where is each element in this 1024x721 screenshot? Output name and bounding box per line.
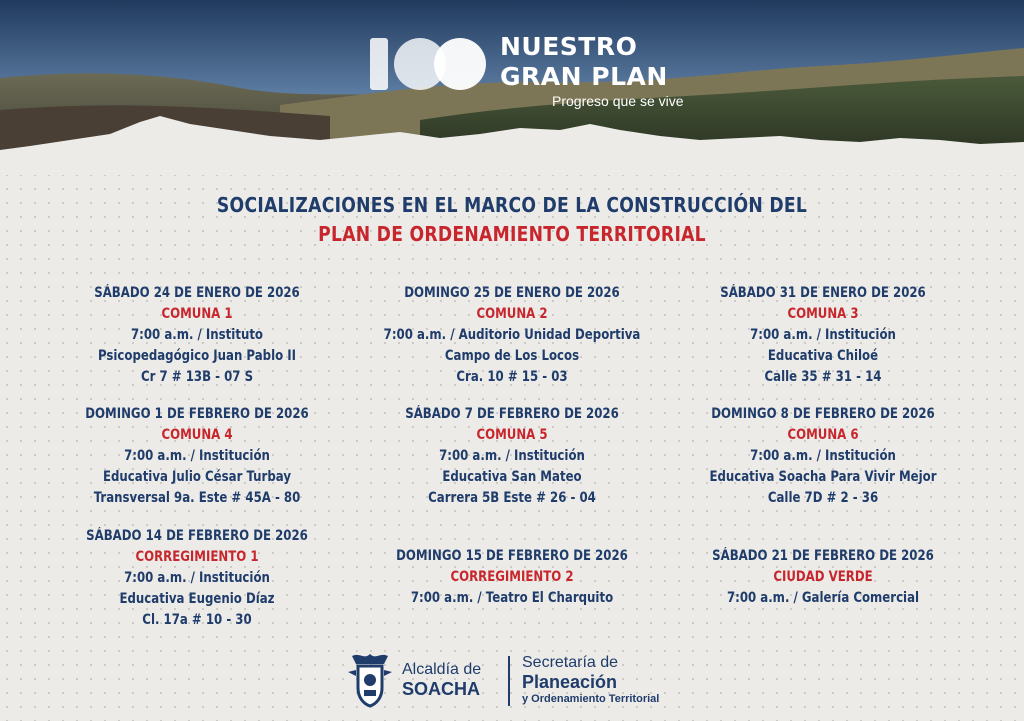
event-date: DOMINGO 8 DE FEBRERO DE 2026: [711, 406, 935, 422]
heading-line1: SOCIALIZACIONES EN EL MARCO DE LA CONSTRUCCIÓN DEL: [216, 193, 808, 217]
brand-block: [350, 28, 730, 118]
event-detail: 7:00 a.m. / Institución: [124, 448, 270, 464]
event-detail: Cl. 17a # 10 - 30: [142, 612, 252, 628]
event-detail: Educativa Eugenio Díaz: [119, 591, 275, 607]
event-detail: Educativa Chiloé: [767, 348, 879, 364]
event-detail: 7:00 a.m. / Auditorio Unidad Deportiva: [383, 327, 641, 343]
event-detail: 7:00 a.m. / Galería Comercial: [726, 590, 920, 606]
event-card: [352, 546, 672, 609]
event-date: SÁBADO 21 DE FEBRERO DE 2026: [712, 548, 934, 564]
event-detail: 7:00 a.m. / Institución: [750, 448, 896, 464]
event-area: CORREGIMIENTO 2: [450, 569, 574, 585]
brand-title-line1: NUESTRO: [500, 32, 638, 61]
event-area: CORREGIMIENTO 1: [135, 549, 259, 565]
event-date: SÁBADO 24 DE ENERO DE 2026: [94, 285, 300, 301]
event-date: DOMINGO 25 DE ENERO DE 2026: [404, 285, 620, 301]
event-detail: 7:00 a.m. / Instituto: [130, 327, 264, 343]
event-detail: 7:00 a.m. / Institución: [124, 570, 270, 586]
event-area: COMUNA 4: [161, 427, 233, 443]
event-detail: Educativa San Mateo: [442, 469, 582, 485]
footer-divider: [508, 656, 510, 706]
event-detail: Cra. 10 # 15 - 03: [456, 369, 568, 385]
event-detail: Educativa Julio César Turbay: [102, 469, 292, 485]
event-card: [663, 404, 983, 509]
event-date: DOMINGO 15 DE FEBRERO DE 2026: [396, 548, 628, 564]
soacha-crest-icon: [346, 650, 394, 708]
brand-title: [500, 32, 668, 92]
event-detail: Transversal 9a. Este # 45A - 80: [93, 490, 301, 506]
event-detail: Educativa Soacha Para Vivir Mejor: [709, 469, 937, 485]
event-detail: 7:00 a.m. / Institución: [439, 448, 585, 464]
100-logo-icon: [362, 32, 492, 96]
event-detail: Campo de Los Locos: [444, 348, 580, 364]
event-detail: Calle 35 # 31 - 14: [764, 369, 882, 385]
event-area: COMUNA 2: [476, 306, 548, 322]
event-area: COMUNA 5: [476, 427, 548, 443]
alcaldia-name: SOACHA: [402, 679, 481, 699]
secretaria-subtitle: y Ordenamiento Territorial: [522, 693, 660, 705]
brand-title-line2: GRAN PLAN: [500, 62, 668, 91]
event-date: DOMINGO 1 DE FEBRERO DE 2026: [85, 406, 309, 422]
event-detail: Cr 7 # 13B - 07 S: [140, 369, 254, 385]
alcaldia-label: Alcaldía de: [402, 661, 482, 678]
event-detail: Carrera 5B Este # 26 - 04: [428, 490, 596, 506]
heading-line2: PLAN DE ORDENAMIENTO TERRITORIAL: [318, 222, 706, 246]
event-area: CIUDAD VERDE: [773, 569, 873, 585]
event-area: COMUNA 1: [161, 306, 233, 322]
footer-logos: [340, 646, 700, 710]
event-card: [37, 526, 357, 631]
event-card: [352, 404, 672, 509]
brand-slogan: Progreso que se vive: [552, 93, 684, 109]
event-date: SÁBADO 7 DE FEBRERO DE 2026: [405, 406, 619, 422]
event-detail: 7:00 a.m. / Institución: [750, 327, 896, 343]
secretaria-name: Planeación: [522, 672, 618, 692]
event-area: COMUNA 6: [787, 427, 859, 443]
hero-banner: [0, 0, 1024, 175]
event-card: [37, 283, 357, 388]
event-date: SÁBADO 31 DE ENERO DE 2026: [720, 285, 926, 301]
event-detail: 7:00 a.m. / Teatro El Charquito: [410, 590, 614, 606]
event-area: COMUNA 3: [787, 306, 859, 322]
event-card: [663, 546, 983, 609]
event-card: [352, 283, 672, 388]
event-detail: Calle 7D # 2 - 36: [767, 490, 879, 506]
event-detail: Psicopedagógico Juan Pablo II: [97, 348, 297, 364]
event-date: SÁBADO 14 DE FEBRERO DE 2026: [86, 528, 308, 544]
page-heading: [0, 190, 1024, 248]
event-card: [663, 283, 983, 388]
secretaria-label: Secretaría de: [522, 654, 619, 671]
event-card: [37, 404, 357, 509]
